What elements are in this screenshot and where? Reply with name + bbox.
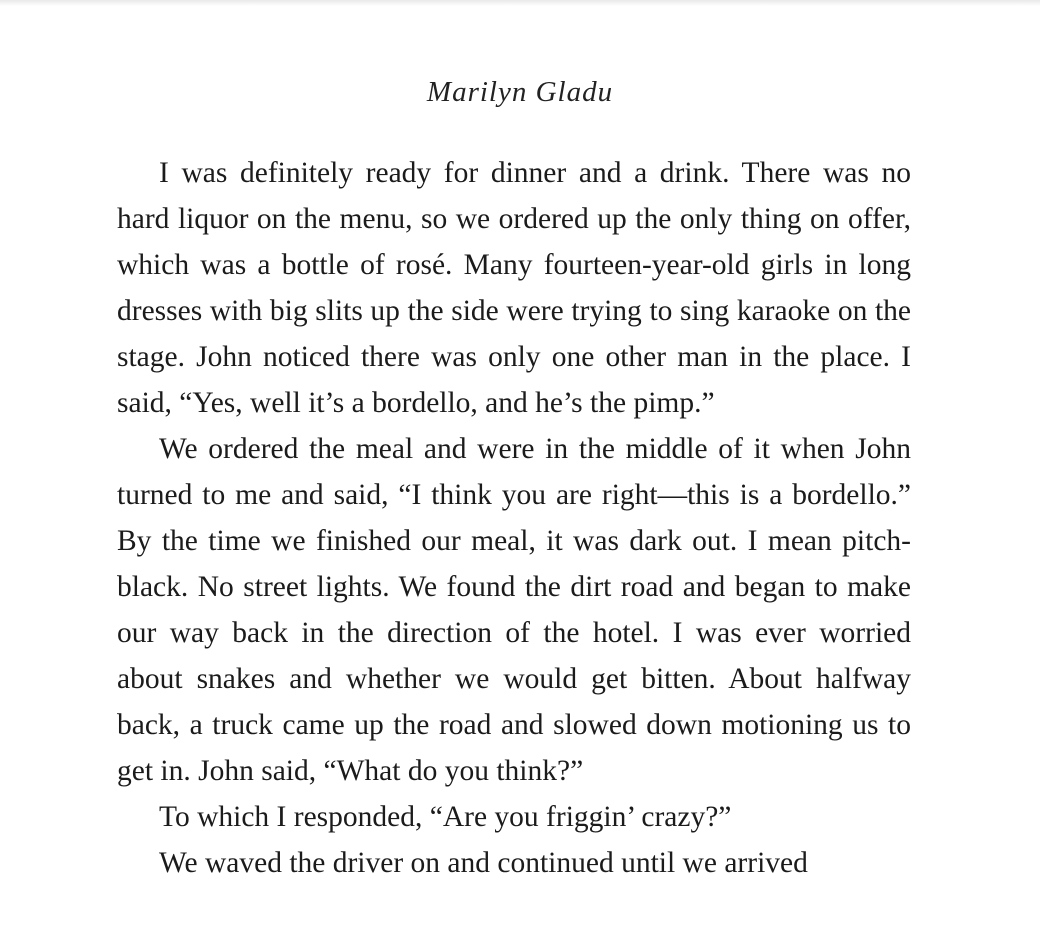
running-head-author: Marilyn Gladu	[426, 76, 614, 108]
body-text	[117, 150, 911, 886]
paragraph-4: We waved the driver on and continued until we arrived	[159, 847, 808, 879]
paragraph-2: We ordered the meal and were in the middle of it when John turned to me and said, “I think you are right—this is a bordello.” By the time we finished our meal, it was dark out. I mean pitch-black. No street lights. We found the dirt road and began to make our way back in the direction of the hotel. I was ever worried about snakes and whether we would get bitten. About halfway back, a truck came up the road and slowed down motioning us to get in. John said, “What do you think?”	[117, 433, 911, 787]
paragraph-3: To which I responded, “Are you friggin’ crazy?”	[159, 801, 732, 833]
page-top-edge	[0, 0, 1040, 6]
paragraph-1: I was definitely ready for dinner and a drink. There was no hard liquor on the menu, so we ordered up the only thing on offer, which was a bottle of rosé. Many fourteen-year-old girls in long dresses with big slits up the side were trying to sing karaoke on the stage. John noticed there was only one other man in the place. I said, “Yes, well it’s a bordello, and he’s the pimp.”	[117, 157, 911, 419]
